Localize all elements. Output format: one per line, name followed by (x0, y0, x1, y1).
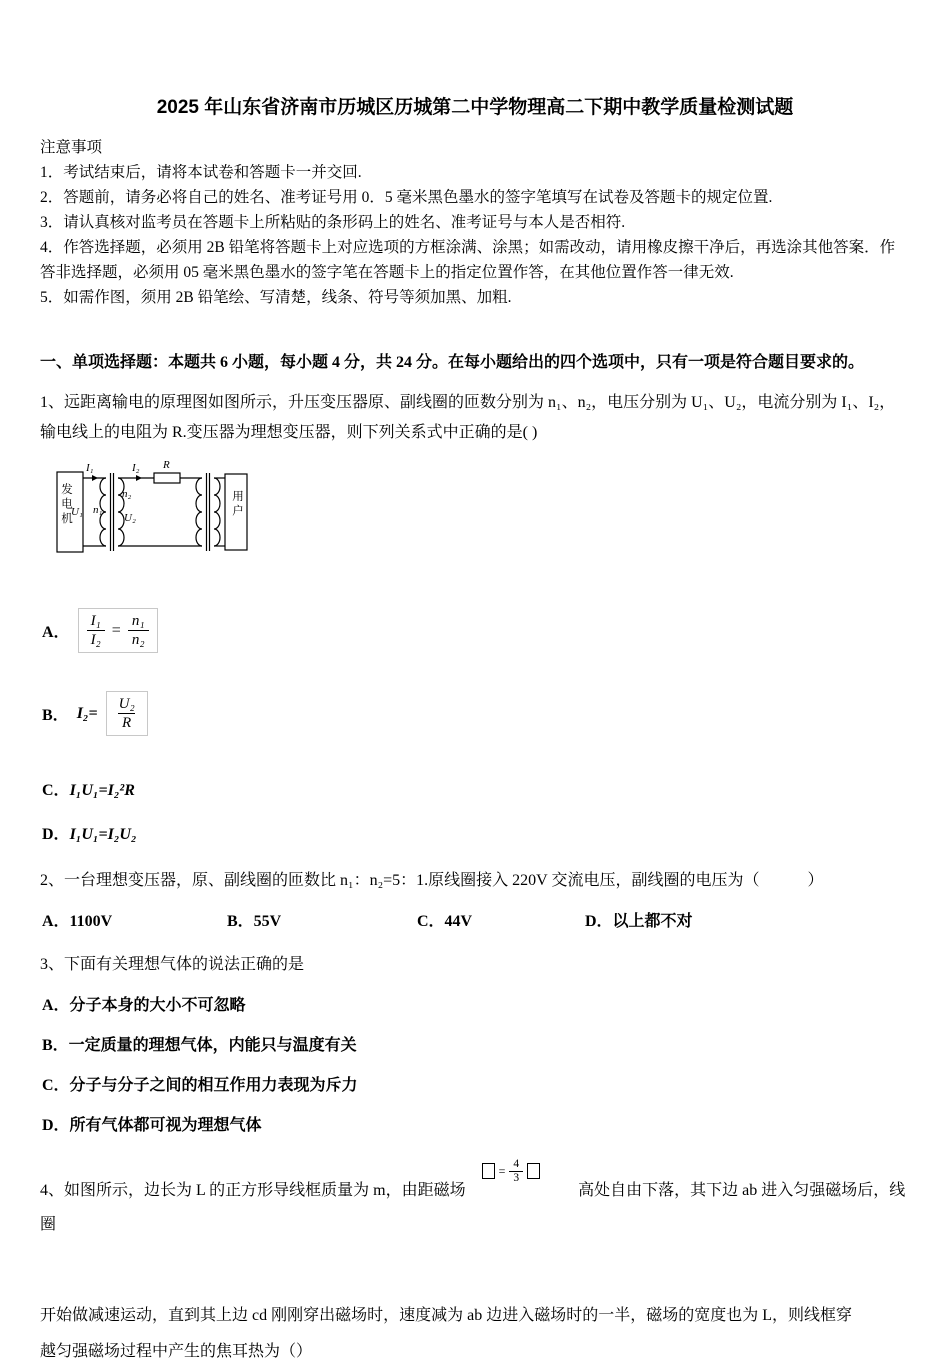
equals-sign: = (111, 621, 121, 639)
q2-option-b: B．55V (227, 913, 282, 930)
notice-item: 1．考试结束后，请将本试卷和答题卡一并交回. (40, 164, 362, 181)
q2-option-a: A．1100V (42, 913, 113, 930)
option-b-lhs: I₂= (76, 704, 98, 722)
fraction-numerator: U₂ (118, 696, 135, 712)
stepdown-secondary-coil (214, 478, 220, 546)
equation-box (78, 608, 158, 653)
notice-heading: 注意事项 (40, 139, 103, 156)
q1-option-c (42, 776, 910, 806)
q1-option-b (42, 691, 910, 736)
label-u2: U₂ (124, 512, 136, 524)
q4-inline-formula (482, 1154, 541, 1188)
question2-text: 2、一台理想变压器，原、副线圈的匝数比 n₁：n₂=5：1.原线圈接入 220V 交流电压，副线圈的电压为（ ） (40, 872, 824, 889)
q3-option-b: B．一定质量的理想气体，内能只与温度有关 (42, 1037, 357, 1054)
question1-text-line1: 1、远距离输电的原理图如图所示，升压变压器原、副线圈的匝数分别为 n₁、n₂，电压分别为 U₁、U₂，电流分别为 I₁、I₂， (40, 394, 896, 411)
q1-option-a (42, 608, 910, 653)
option-letter: B． (42, 707, 69, 724)
current-arrow-i2 (136, 475, 142, 481)
fraction-denominator: R (118, 713, 135, 732)
notice-section (40, 135, 910, 310)
section1-heading: 一、单项选择题：本题共 6 小题，每小题 4 分，共 24 分。在每小题给出的四个选项中，只有一项是符合题目要求的。 (40, 354, 865, 371)
missing-glyph-box (527, 1163, 540, 1179)
label-n2: n₂ (122, 488, 132, 500)
missing-glyph-box (482, 1163, 495, 1179)
equals-sign: = (498, 1164, 506, 1178)
fraction-4-3 (509, 1158, 523, 1185)
q1-option-d (42, 820, 910, 850)
transmission-circuit-diagram (54, 459, 254, 564)
label-r: R (163, 459, 170, 471)
fraction-numerator: I₁ (90, 613, 101, 629)
label-n1: n₁ (93, 504, 103, 516)
fraction-numerator: 4 (513, 1157, 520, 1170)
notice-item: 2．答题前，请务必将自己的姓名、准考证号用 0．5 毫米黑色墨水的签字笔填写在试卷及答题卡的规定位置. (40, 189, 773, 206)
label-u1: U₁ (71, 506, 83, 518)
option-letter: D． (42, 826, 70, 843)
page-title: 2025 年山东省济南市历城区历城第二中学物理高二下期中教学质量检测试题 (156, 97, 794, 118)
question3-text: 3、下面有关理想气体的说法正确的是 (40, 956, 305, 973)
question4-text-line2: 开始做减速运动，直到其上边 cd 刚刚穿出磁场时，速度减为 ab 边进入磁场时的一半，磁场的宽度也为 L，则线框穿 (40, 1307, 852, 1324)
label-i2: I₂ (132, 462, 140, 474)
fraction-denominator: 3 (509, 1171, 523, 1185)
fraction-denominator: I₂ (87, 630, 105, 649)
question4-text-line3: 越匀强磁场过程中产生的焦耳热为（） (40, 1343, 313, 1360)
notice-item: 5．如需作图，须用 2B 铅笔绘、写清楚，线条、符号等须加黑、加粗. (40, 289, 512, 306)
notice-item: 3．请认真核对监考员在答题卡上所粘贴的条形码上的姓名、准考证号与本人是否相符. (40, 214, 626, 231)
fraction-u2-r (115, 695, 139, 732)
question1-text-line2: 输电线上的电阻为 R.变压器为理想变压器，则下列关系式中正确的是( ) (40, 424, 538, 441)
q3-option-a: A．分子本身的大小不可忽略 (42, 997, 246, 1014)
current-arrow-i1 (92, 475, 98, 481)
equation-box (106, 691, 148, 736)
stepdown-primary-coil (196, 478, 202, 546)
label-i1: I₁ (86, 462, 94, 474)
q4-text-after: 高处自由下落，其下边 ab 进入匀强磁场后，线圈 (40, 1182, 906, 1233)
option-letter: C． (42, 782, 70, 799)
fraction-i1-i2 (87, 612, 105, 649)
q2-options-row (42, 908, 910, 936)
fraction-denominator: n₂ (128, 630, 149, 649)
resistor-box (154, 473, 180, 483)
circuit-diagram-svg (54, 462, 254, 564)
q3-option-d: D．所有气体都可视为理想气体 (42, 1117, 262, 1134)
q3-option-c: C．分子与分子之间的相互作用力表现为斥力 (42, 1077, 358, 1094)
q4-text-before: 4、如图所示，边长为 L 的正方形导线框质量为 m，由距磁场 (40, 1182, 466, 1199)
question4-text-line1 (40, 1157, 910, 1242)
notice-item: 4．作答选择题，必须用 2B 铅笔将答题卡上对应选项的方框涂满、涂黑；如需改动，请用橡皮擦干净后，再选涂其他答案．作答非选择题，必须用 05 毫米黑色墨水的签字笔在答题卡上的指定位置作答，在其他位置作答一律无效. (40, 239, 896, 281)
option-c-formula: I₁U₁=I₂²R (69, 782, 135, 799)
option-letter: A． (42, 624, 70, 641)
q2-option-d: D．以上都不对 (585, 913, 693, 930)
fraction-n1-n2 (128, 612, 149, 649)
option-d-formula: I₁U₁=I₂U₂ (69, 826, 137, 843)
label-user: 用户 (231, 490, 243, 519)
fraction-numerator: n₁ (131, 613, 145, 629)
q2-option-c: C．44V (417, 913, 473, 930)
label-generator: 发电机 (60, 483, 72, 527)
